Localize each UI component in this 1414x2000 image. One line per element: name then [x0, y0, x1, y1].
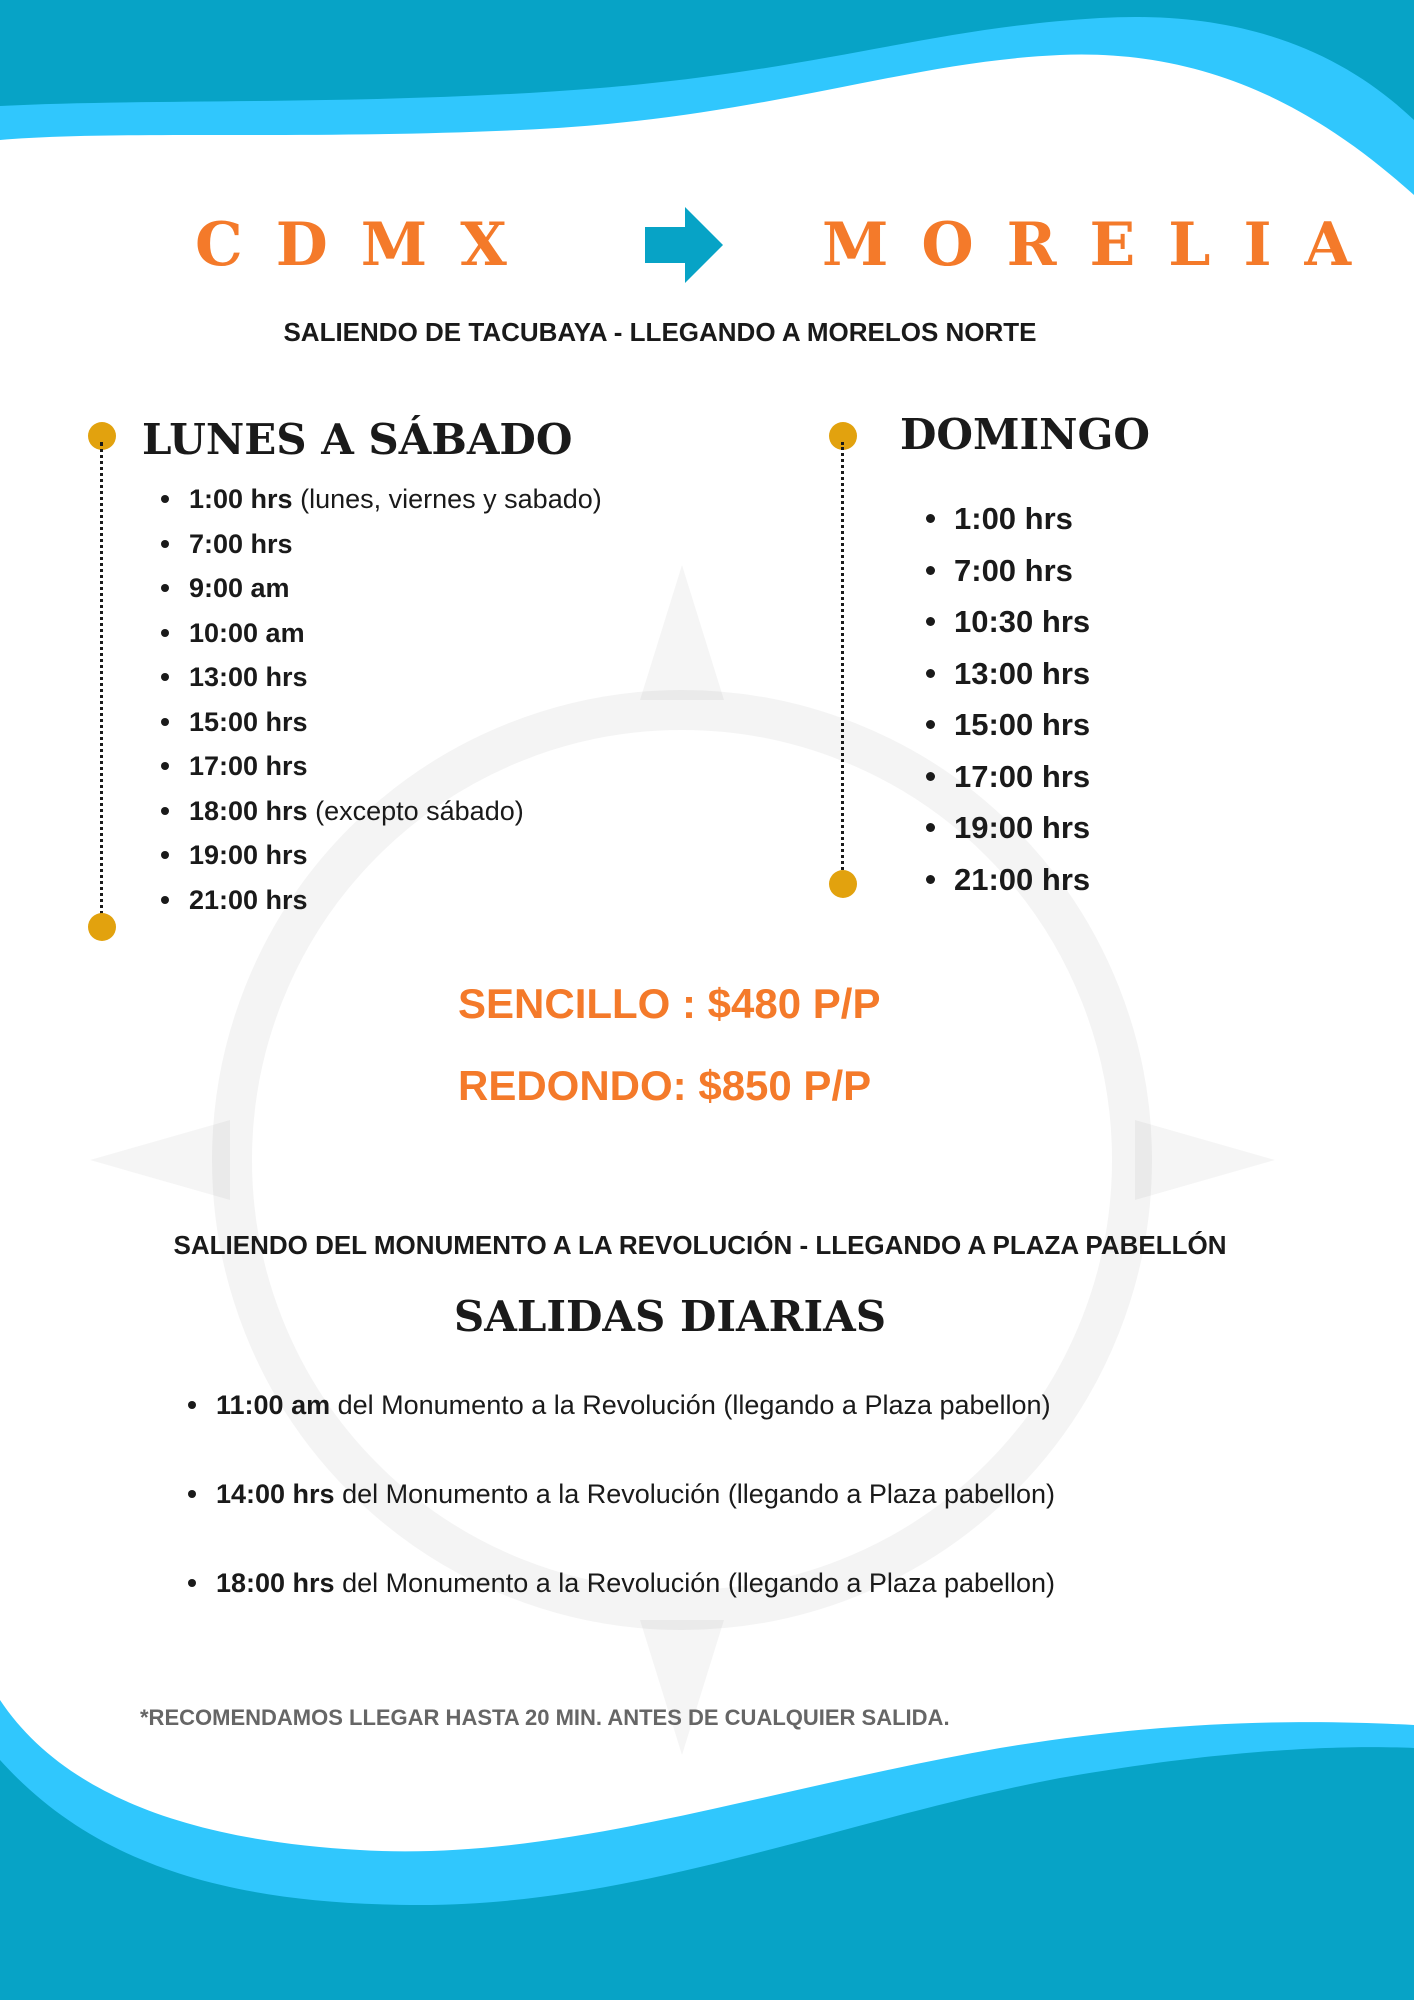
- route2-subtitle: SALIENDO DEL MONUMENTO A LA REVOLUCIÓN - LLEGANDO A PLAZA PABELLÓN: [173, 1230, 1227, 1260]
- departure-description: del Monumento a la Revolución (llegando a Plaza pabellon): [342, 1479, 1056, 1509]
- timeline-line: [841, 442, 844, 882]
- departure-time: 14:00 hrs: [216, 1479, 335, 1509]
- weekday-timeline: [87, 422, 117, 942]
- departure-time: 1:00 hrs: [189, 484, 293, 514]
- departure-time: 9:00 am: [189, 573, 290, 603]
- round-trip-price: REDONDO: $850 P/P: [458, 1062, 872, 1109]
- departure-time: 10:00 am: [189, 617, 305, 648]
- daily-schedule-list: [182, 1380, 1055, 1647]
- list-item: [155, 833, 602, 878]
- timeline-line: [100, 442, 103, 922]
- list-item: [155, 566, 602, 611]
- arrow-right-icon: [645, 207, 723, 283]
- list-item: 17:00 hrs: [920, 751, 1090, 803]
- departure-time: 11:00 am: [216, 1390, 331, 1420]
- destination-city: MORELIA: [822, 210, 1385, 280]
- origin-city: CDMX: [195, 210, 540, 280]
- list-item: [155, 655, 602, 700]
- departure-description: del Monumento a la Revolución (llegando a Plaza pabellon): [337, 1390, 1051, 1420]
- list-item: [182, 1558, 1055, 1647]
- list-item: 19:00 hrs: [920, 802, 1090, 854]
- departure-note: (excepto sábado): [315, 795, 524, 826]
- list-item: [155, 611, 602, 656]
- weekday-heading: LUNES A SÁBADO: [142, 415, 573, 464]
- list-item: 10:30 hrs: [920, 596, 1090, 648]
- list-item: 7:00 hrs: [920, 545, 1090, 597]
- departure-note: (lunes, viernes y sabado): [300, 484, 602, 514]
- departure-time: 13:00 hrs: [189, 662, 308, 692]
- list-item: 15:00 hrs: [920, 699, 1090, 751]
- list-item: [155, 878, 602, 923]
- sunday-timeline: [828, 422, 858, 902]
- sunday-heading: DOMINGO: [900, 410, 1150, 459]
- list-item: [182, 1380, 1055, 1469]
- list-item: [182, 1469, 1055, 1558]
- list-item: [155, 700, 602, 745]
- departure-time: 18:00 hrs: [189, 795, 308, 826]
- list-item: [155, 789, 602, 834]
- weekday-schedule-list: [155, 477, 602, 922]
- footnote: *RECOMENDAMOS LLEGAR HASTA 20 MIN. ANTES DE CUALQUIER SALIDA.: [140, 1705, 950, 1730]
- timeline-end-dot: [829, 870, 857, 898]
- list-item: 1:00 hrs: [920, 493, 1090, 545]
- departure-description: del Monumento a la Revolución (llegando a Plaza pabellon): [342, 1568, 1056, 1598]
- departure-time: 15:00 hrs: [189, 706, 308, 737]
- list-item: [155, 477, 602, 522]
- route1-subtitle: SALIENDO DE TACUBAYA - LLEGANDO A MORELOS NORTE: [283, 317, 1037, 347]
- timeline-end-dot: [88, 913, 116, 941]
- sunday-schedule-list: [920, 493, 1090, 905]
- list-item: 13:00 hrs: [920, 648, 1090, 700]
- list-item: [155, 744, 602, 789]
- list-item: [155, 522, 602, 567]
- departure-time: 17:00 hrs: [189, 751, 308, 781]
- daily-departures-heading: SALIDAS DIARIAS: [453, 1292, 887, 1341]
- departure-time: 18:00 hrs: [216, 1568, 335, 1598]
- single-price: SENCILLO : $480 P/P: [458, 980, 881, 1027]
- list-item: 21:00 hrs: [920, 854, 1090, 906]
- departure-time: 21:00 hrs: [189, 884, 308, 915]
- route-title: [0, 205, 1414, 285]
- departure-time: 19:00 hrs: [189, 840, 308, 870]
- departure-time: 7:00 hrs: [189, 528, 293, 559]
